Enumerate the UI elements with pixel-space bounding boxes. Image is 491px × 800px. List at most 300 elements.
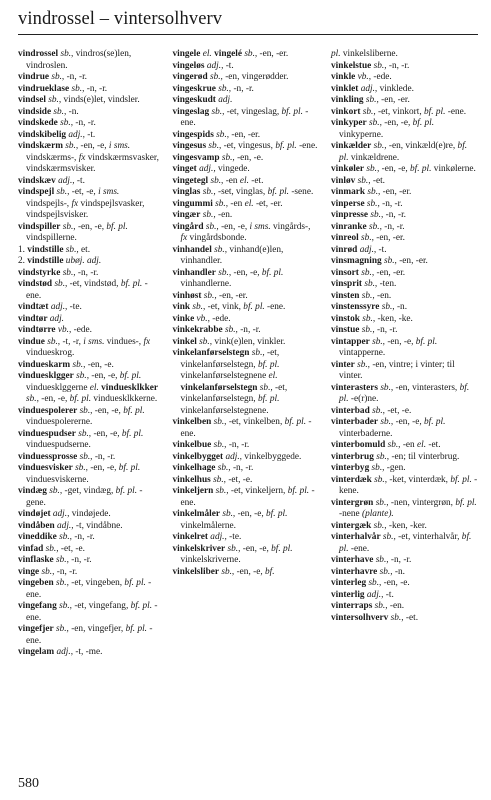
entry-text: -et, vingesus, xyxy=(221,141,276,151)
entry-text: vindskærms-, xyxy=(26,152,79,163)
grammar-label: sb., xyxy=(376,451,390,462)
dictionary-entry xyxy=(173,210,319,222)
entry-text: vinkølerne. xyxy=(431,164,476,174)
headword: vingård xyxy=(172,221,204,232)
entry-text: -n, -r. xyxy=(383,210,407,220)
entry-text: vinhand(e)len, vinhandler. xyxy=(180,244,284,266)
grammar-label: sb., xyxy=(60,118,74,128)
entry-text: vindspejlsvasker, vindspejlsvisker. xyxy=(26,198,145,220)
dictionary-entry xyxy=(331,590,478,602)
entry-text: -en, -er. xyxy=(229,129,261,140)
headword: vinstok xyxy=(331,313,360,324)
dictionary-entry xyxy=(331,578,478,590)
grammar-label: i sms. xyxy=(108,141,131,151)
headword: vintersolhverv xyxy=(331,612,389,623)
grammar-label: sb., xyxy=(362,106,376,117)
entry-text: -et, vinterhalvår, xyxy=(395,532,462,542)
dictionary-entry xyxy=(331,601,478,613)
entry-text: -et, -e. xyxy=(385,405,412,416)
dictionary-entry xyxy=(173,348,319,417)
entry-text: -et, vingefang, xyxy=(72,601,131,611)
headword: vinkekrabbe xyxy=(172,325,223,335)
headword: vinhandler xyxy=(172,267,216,278)
dictionary-entry xyxy=(18,371,160,406)
entry-text: -en, -e, xyxy=(92,405,124,416)
entry-text: -nene xyxy=(339,509,362,519)
entry-text: -et, -er. xyxy=(253,198,283,209)
entry-text: vinkelanførselstegnene xyxy=(180,371,269,381)
headword: vinter xyxy=(331,359,355,370)
grammar-label: adj., xyxy=(199,164,216,174)
headword: vingeskudt xyxy=(172,95,216,105)
entry-text: -kene. xyxy=(339,474,478,496)
headword: vinfad xyxy=(18,543,44,554)
headword: vinkelret xyxy=(172,532,208,542)
grammar-label: bf. pl. xyxy=(410,164,432,174)
entry-text: -et. xyxy=(248,175,264,186)
grammar-label: sb., xyxy=(218,267,232,278)
entry-text: -n, -r. xyxy=(374,325,398,335)
grammar-label: bf. pl. xyxy=(243,302,265,312)
entry-text: -en xyxy=(400,440,418,450)
grammar-label: sb., xyxy=(62,267,76,278)
dictionary-entry xyxy=(18,107,160,119)
grammar-label: sb., xyxy=(79,451,93,462)
dictionary-entry xyxy=(18,314,160,326)
entry-text: vindspejls-, xyxy=(26,198,72,209)
grammar-label: sb., xyxy=(373,60,387,71)
grammar-label: el. xyxy=(89,382,99,393)
dictionary-entry xyxy=(173,153,319,165)
grammar-label: sb., xyxy=(365,95,379,105)
grammar-label: sb., xyxy=(362,313,376,324)
dictionary-entry xyxy=(18,176,160,188)
grammar-label: sb., xyxy=(357,175,371,186)
entry-text: -ene. xyxy=(264,302,286,312)
grammar-label: (plante). xyxy=(361,509,394,519)
grammar-label: bf. pl. xyxy=(281,106,303,117)
grammar-label: bf. pl. xyxy=(339,382,470,404)
grammar-label: pl. xyxy=(331,49,341,59)
dictionary-entry xyxy=(173,164,319,176)
grammar-label: el. xyxy=(202,49,212,59)
entry-text: -en, -er. xyxy=(257,49,289,59)
headword: vinkel xyxy=(172,336,197,347)
grammar-label: sb., xyxy=(390,612,404,623)
entry-text: -en, vingefjer, xyxy=(68,624,126,634)
headword: vinløv xyxy=(331,175,356,186)
entry-text: -n, -r. xyxy=(226,440,250,450)
grammar-label: sb., xyxy=(211,106,225,117)
entry-text: -n, -r. xyxy=(64,72,87,82)
headword: vinsmagning xyxy=(331,256,382,266)
dictionary-entry xyxy=(331,118,478,141)
entry-text: -n, -r. xyxy=(68,555,92,565)
grammar-label: bf. pl. xyxy=(424,106,446,117)
headword: vinterhavre xyxy=(331,566,378,577)
dictionary-entry xyxy=(331,245,478,257)
grammar-label: sb., xyxy=(217,463,231,473)
grammar-label: sb., xyxy=(383,256,397,266)
dictionary-entry xyxy=(331,176,478,188)
dictionary-entry xyxy=(18,463,160,486)
entry-text: vinkelmålerne. xyxy=(180,520,236,531)
grammar-label: sb., xyxy=(54,279,68,289)
entry-text: -n. xyxy=(392,566,405,577)
headword: vingerød xyxy=(172,72,208,82)
entry-text: -en, -er. xyxy=(373,233,405,243)
headword: vinkelanførselstegn xyxy=(172,348,250,358)
entry-text: -en, -er. xyxy=(380,187,412,197)
headword: vinkelhus xyxy=(172,474,211,485)
entry-text: -e(r)ne. xyxy=(348,394,379,404)
dictionary-entry xyxy=(18,452,160,464)
grammar-label: sb., xyxy=(367,187,381,197)
entry-text: -gen. xyxy=(384,463,406,473)
entry-text: -en, -e. xyxy=(381,578,410,588)
headword: vinterbrug xyxy=(331,451,374,462)
entry-text: -ken, -ke. xyxy=(375,313,413,324)
grammar-label: sb., xyxy=(49,486,63,496)
dictionary-entry xyxy=(18,532,160,544)
entry-text: -en, -er. xyxy=(396,256,428,266)
grammar-label: sb., xyxy=(227,543,241,554)
grammar-label: sb., xyxy=(48,95,62,105)
headword: vinduesvisker xyxy=(18,463,73,473)
headword: vinterbad xyxy=(331,405,370,416)
grammar-label: sb., xyxy=(41,566,55,577)
dictionary-entry xyxy=(331,567,478,579)
grammar-label: sb., xyxy=(216,129,230,140)
grammar-label: sb., xyxy=(76,371,90,381)
grammar-label: sb., xyxy=(65,244,79,255)
grammar-label: bf. pl. xyxy=(275,141,297,151)
grammar-label: sb., xyxy=(75,463,89,473)
dictionary-entry xyxy=(173,486,319,509)
dictionary-entry xyxy=(18,555,160,567)
dictionary-entry xyxy=(18,544,160,556)
headword: vinklet xyxy=(331,83,359,94)
dictionary-entry xyxy=(331,164,478,176)
entry-text: -et, -e. xyxy=(226,474,253,485)
headword: vinkelstue xyxy=(331,60,372,71)
dictionary-entry xyxy=(18,141,160,176)
dictionary-entry xyxy=(173,440,319,452)
grammar-label: bf. pl. xyxy=(257,359,280,370)
grammar-label: bf. pl. xyxy=(124,578,146,588)
dictionary-entry xyxy=(331,452,478,464)
entry-text: -t. xyxy=(74,175,85,186)
entry-text: -et. xyxy=(403,612,419,623)
grammar-label: adj., xyxy=(50,302,68,312)
grammar-label: bf. pl. xyxy=(412,118,435,128)
headword: vinpresse xyxy=(331,210,369,220)
headword: vinsort xyxy=(331,267,359,278)
headword: vinkelanførselstegn xyxy=(180,382,258,393)
entry-text: -et. xyxy=(426,440,441,450)
entry-text: -ten. xyxy=(377,279,397,289)
grammar-label: adj., xyxy=(57,520,74,531)
dictionary-entry xyxy=(18,49,160,72)
dictionary-entry xyxy=(173,475,319,487)
grammar-label: adj. xyxy=(49,313,64,324)
grammar-label: vb., xyxy=(196,313,210,324)
grammar-label: sb., xyxy=(380,382,394,393)
entry-text: -ene. xyxy=(348,543,370,554)
headword: vingetegl xyxy=(172,175,209,186)
headword: vingele xyxy=(172,49,201,59)
entry-text: -n, -r. xyxy=(231,83,254,94)
entry-text: -en, -e, xyxy=(240,543,272,554)
headword: vinkeljern xyxy=(172,486,214,496)
grammar-label: sb., xyxy=(222,509,236,519)
entry-text: vinterbaderne. xyxy=(339,428,393,439)
entry-text: vink(e)len, vinkler. xyxy=(212,336,286,347)
entry-text: -en, -e, xyxy=(75,221,107,232)
entry-text: vinduesviskerne. xyxy=(26,474,89,485)
grammar-label: bf. xyxy=(264,566,275,577)
grammar-label: sb., xyxy=(205,221,219,232)
entry-text: -n. xyxy=(394,302,408,312)
grammar-label: sb., xyxy=(214,244,228,255)
entry-text: vinduespolererne. xyxy=(26,417,93,427)
dictionary-entry xyxy=(331,49,478,61)
dictionary-entry xyxy=(18,256,160,268)
dictionary-entry xyxy=(18,187,160,222)
grammar-label: bf. pl. xyxy=(287,486,310,496)
headword: vinterlig xyxy=(331,589,365,600)
dictionary-entry xyxy=(18,624,160,647)
headword: vinkle xyxy=(331,72,356,82)
dictionary-entry xyxy=(173,544,319,567)
entry-text: -t, -me. xyxy=(73,647,103,657)
entry-text: 2. xyxy=(18,256,28,266)
entry-text: -n, -r. xyxy=(381,221,405,232)
headword: vinsprit xyxy=(331,279,362,289)
entry-text: -et, vingeben, xyxy=(68,578,125,588)
dictionary-entry xyxy=(331,498,478,521)
entry-text: vindueskrog. xyxy=(26,348,75,358)
grammar-label: sb., xyxy=(55,624,69,634)
grammar-label: sb., xyxy=(357,359,371,370)
grammar-label: bf. pl. xyxy=(339,532,472,554)
entry-text: -en, -er. xyxy=(378,95,410,105)
dictionary-entry xyxy=(173,532,319,544)
headword: vinduespolerer xyxy=(18,405,78,416)
dictionary-entry xyxy=(18,509,160,521)
grammar-label: bf. pl. xyxy=(120,279,143,289)
grammar-label: sb., xyxy=(387,440,401,450)
entry-text: -ede. xyxy=(71,325,92,335)
entry-text: -en, -er. xyxy=(374,267,406,278)
grammar-label: sb., xyxy=(382,532,396,542)
grammar-label: sb., xyxy=(210,175,224,186)
grammar-label: sb., xyxy=(244,49,258,59)
entry-text: -get, vindæg, xyxy=(62,486,116,496)
entry-text: -en, -e, xyxy=(91,428,122,439)
grammar-label: sb., xyxy=(366,198,380,209)
grammar-label: el. xyxy=(268,371,278,381)
grammar-label: fx xyxy=(180,233,188,243)
headword: vinhandel xyxy=(172,244,212,255)
dictionary-entry xyxy=(173,187,319,199)
headword: vinkling xyxy=(331,95,364,105)
headword: vinmark xyxy=(331,187,366,197)
grammar-label: i sms. xyxy=(98,187,120,197)
headword: vindrossel xyxy=(18,49,59,59)
headword: vindtæt xyxy=(18,302,49,312)
headword: vindskæv xyxy=(18,175,56,186)
entry-text: -ene. xyxy=(180,106,309,128)
dictionary-entry xyxy=(331,440,478,452)
dictionary-entry xyxy=(18,406,160,429)
entry-text: -et, vink, xyxy=(205,302,244,312)
entry-text: vintapperne. xyxy=(339,348,386,358)
dictionary-entry xyxy=(173,314,319,326)
entry-text: -et, vinkort, xyxy=(375,106,424,117)
headword: vinke xyxy=(172,313,195,324)
dictionary-entry xyxy=(331,521,478,533)
entry-text: vinkelanførselstegnene. xyxy=(180,405,269,416)
entry-text: -et, vingeslag, xyxy=(224,106,282,117)
headword: vingelam xyxy=(18,647,55,657)
grammar-label: bf. pl. xyxy=(267,187,289,197)
grammar-label: adj., xyxy=(366,589,384,600)
dictionary-entry xyxy=(173,452,319,464)
dictionary-entry xyxy=(18,245,160,257)
headword: vinterbomuld xyxy=(331,440,386,450)
grammar-label: ubøj. adj. xyxy=(65,256,102,266)
entry-text: -en, -e, xyxy=(88,463,119,473)
dictionary-entry xyxy=(331,107,478,119)
dictionary-entry xyxy=(18,302,160,314)
dictionary-entry xyxy=(173,337,319,349)
dictionary-entry xyxy=(331,187,478,199)
grammar-label: adj., xyxy=(210,532,227,542)
headword: vinreol xyxy=(331,233,359,243)
grammar-label: fx xyxy=(143,336,151,347)
entry-text: -t, -r, xyxy=(60,336,84,347)
grammar-label: bf. pl. xyxy=(118,463,141,473)
grammar-label: sb., xyxy=(215,486,229,496)
grammar-label: sb., xyxy=(372,336,385,347)
grammar-label: sb., xyxy=(55,555,69,565)
dictionary-entry xyxy=(173,463,319,475)
entry-text: -n, -r. xyxy=(388,555,412,565)
headword: vindstyrke xyxy=(18,267,61,278)
entry-text: -n, -r. xyxy=(84,83,108,94)
entry-text: -en xyxy=(228,198,245,209)
grammar-label: adj., xyxy=(58,175,75,186)
entry-text: vindøjede. xyxy=(69,509,111,519)
entry-text: -set, vinglas, xyxy=(215,187,268,197)
entry-text: -ede. xyxy=(209,313,231,324)
dictionary-entry xyxy=(173,95,319,107)
grammar-label: sb., xyxy=(368,221,382,232)
headword: vindstille xyxy=(27,256,64,266)
entry-text: -ene. xyxy=(26,279,148,301)
entry-text: -en, -e, xyxy=(235,509,266,519)
grammar-label: sb., xyxy=(72,359,86,370)
entry-text: -n, -r. xyxy=(73,118,96,128)
grammar-label: sb., xyxy=(56,187,70,197)
entry-text: -en, -er. xyxy=(216,290,248,301)
grammar-label: sb., xyxy=(368,118,382,128)
headword: vindtørre xyxy=(18,325,56,335)
headword: vingefjer xyxy=(18,624,54,634)
entry-text: -en, -e, xyxy=(78,141,109,151)
dictionary-entry xyxy=(173,130,319,142)
headword: vindøjet xyxy=(18,509,51,519)
grammar-label: sb., xyxy=(361,290,375,301)
headword: vinkelsliber xyxy=(172,566,219,577)
headword: vinterraps xyxy=(331,601,373,611)
headword: vinkort xyxy=(331,106,361,117)
grammar-label: sb., xyxy=(221,152,235,163)
dictionary-entry xyxy=(331,233,478,245)
grammar-label: el. xyxy=(244,198,254,209)
entry-text: -et, -e. xyxy=(58,543,85,554)
headword: vindskibelig xyxy=(18,129,67,140)
headword: vinkelmåler xyxy=(172,509,221,519)
entry-text: -en, -e. xyxy=(234,152,264,163)
grammar-label: sb., xyxy=(71,83,85,94)
grammar-label: bf. pl. xyxy=(69,394,92,404)
dictionary-entry xyxy=(173,245,319,268)
headword: vindæg xyxy=(18,486,47,496)
headword: vinhøst xyxy=(172,290,202,301)
headword: vinkelbue xyxy=(172,440,212,450)
entry-text: vingede. xyxy=(215,164,250,174)
grammar-label: bf. pl. xyxy=(265,509,288,519)
grammar-label: adj., xyxy=(206,60,224,71)
entry-text: -ene. xyxy=(26,601,158,623)
grammar-label: bf. pl. xyxy=(455,497,477,508)
entry-text: et. xyxy=(78,244,91,255)
entry-text: -n, -r. xyxy=(92,451,116,462)
entry-text: -t. xyxy=(383,589,394,600)
grammar-label: sb., xyxy=(79,405,93,416)
entry-text: vingårdsbonde. xyxy=(187,233,247,243)
dictionary-entry xyxy=(331,61,478,73)
grammar-label: sb., xyxy=(372,405,385,416)
headword: vingespids xyxy=(172,129,214,140)
grammar-label: vb., xyxy=(357,72,372,82)
headword: vindrueklase xyxy=(18,83,70,94)
dictionary-entry xyxy=(331,279,478,291)
dictionary-entry xyxy=(331,417,478,440)
entry-text: -n. xyxy=(66,106,79,117)
dictionary-entry xyxy=(173,302,319,314)
entry-text: -en, -e, xyxy=(89,371,120,381)
entry-text: -en, -e, xyxy=(385,336,416,347)
page-number: 580 xyxy=(18,776,39,791)
headword: vinterleg xyxy=(331,578,367,588)
headword: vingesus xyxy=(172,141,207,151)
entry-text: vinkelbyggede. xyxy=(241,451,302,462)
dictionary-entry xyxy=(331,268,478,280)
entry-text: vinduesklkkerne. xyxy=(91,394,158,404)
entry-text: -et. xyxy=(370,175,386,186)
headword: vingefang xyxy=(18,601,57,611)
dictionary-entry xyxy=(173,199,319,211)
entry-text: -et, vinkelanførselstegn, xyxy=(180,382,288,404)
entry-text: -en, -e, xyxy=(379,164,411,174)
grammar-label: i sms. xyxy=(83,336,105,347)
grammar-label: sb., xyxy=(213,474,226,485)
dictionary-entry xyxy=(331,210,478,222)
grammar-label: sb., xyxy=(78,428,92,439)
